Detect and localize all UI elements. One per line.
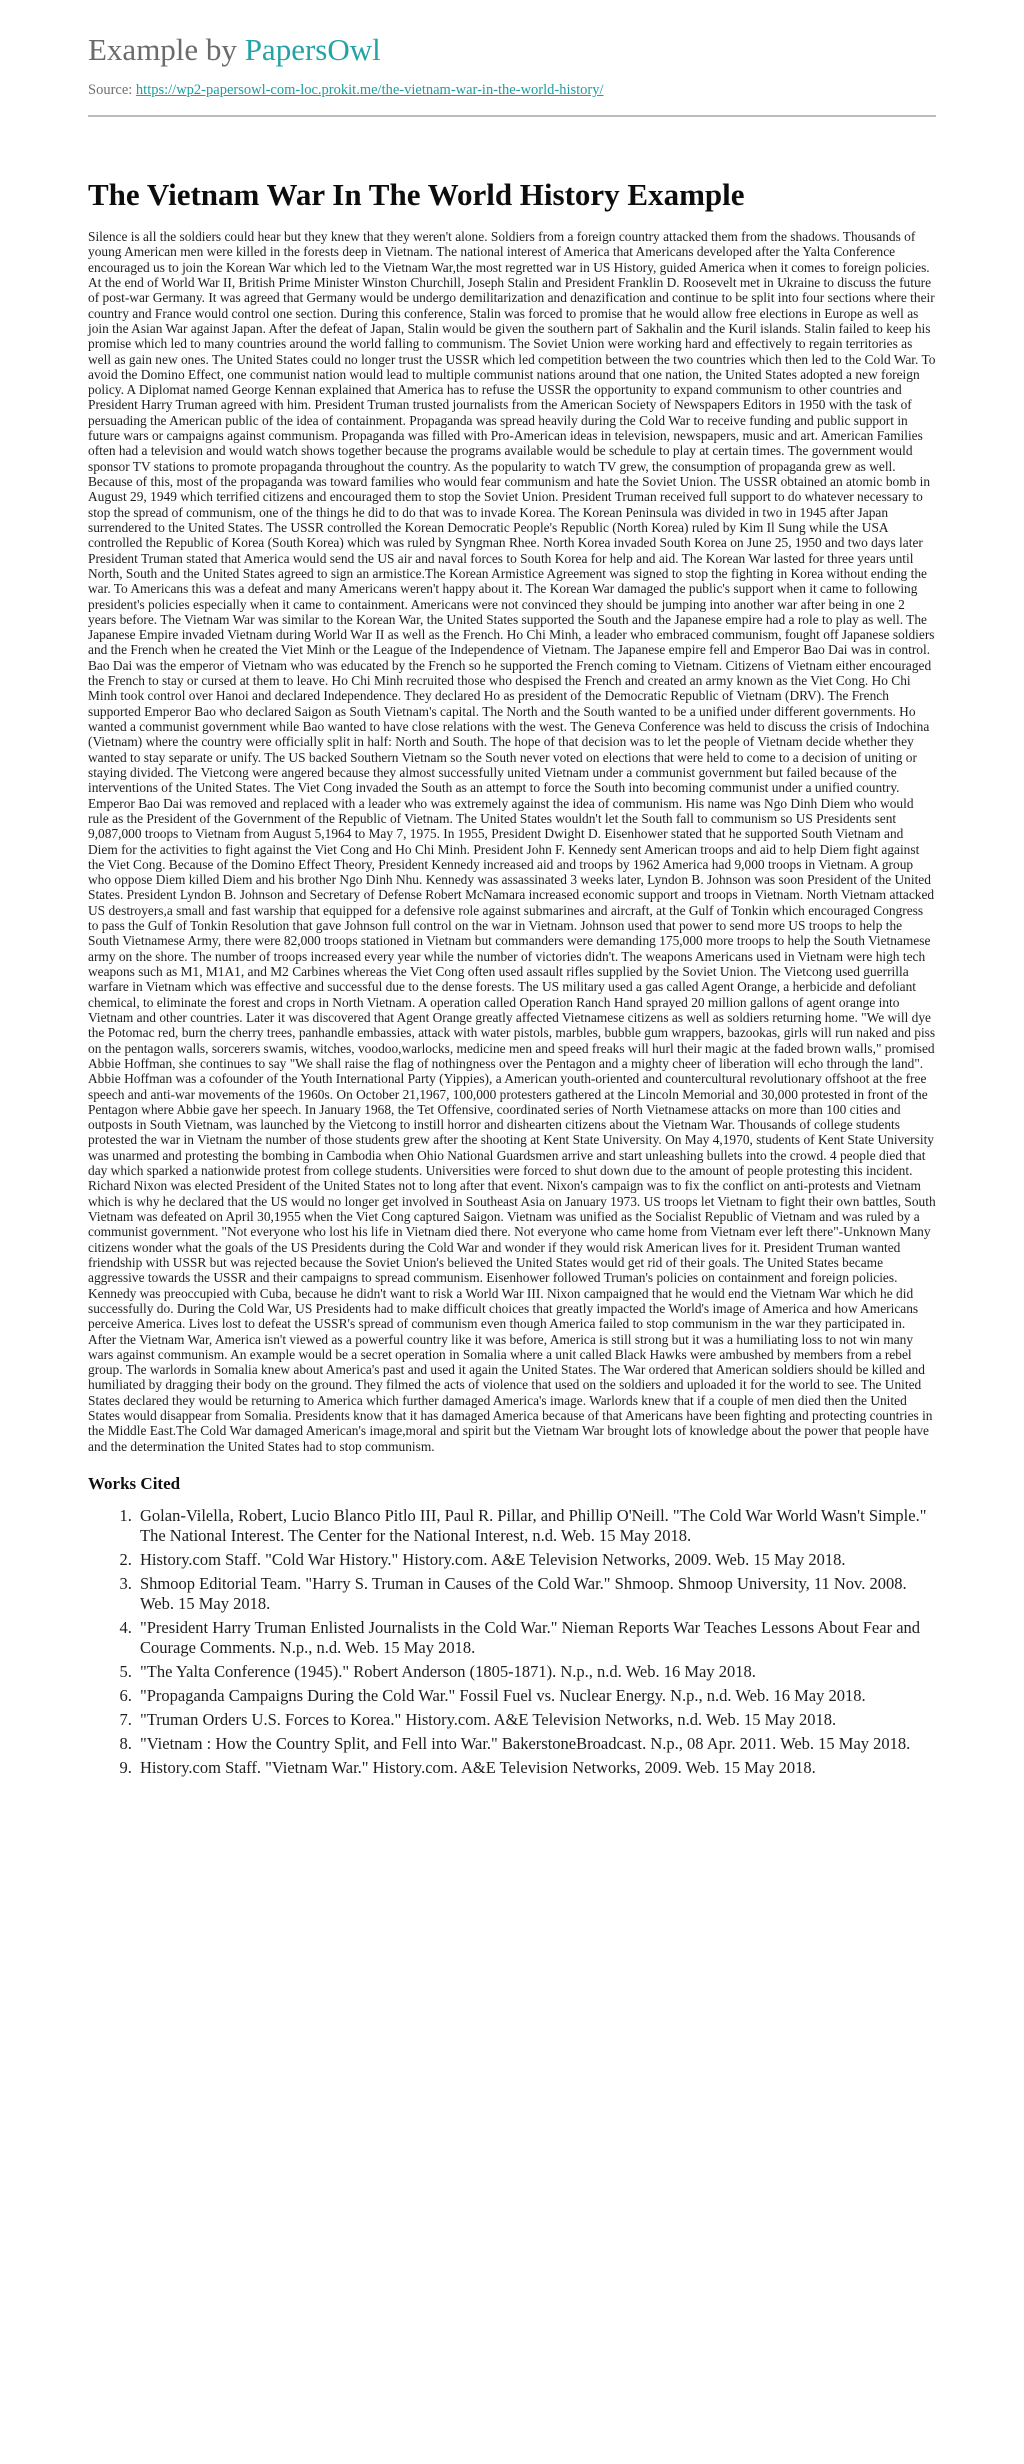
works-cited-item: 2. History.com Staff. "Cold War History." History.com. A&E Television Networks, 2009. Web. 15 May 2018. [136,1550,936,1570]
header-title [88,30,936,70]
works-cited-item: 8. "Vietnam : How the Country Split, and Fell into War." BakerstoneBroadcast. N.p., 08 Apr. 2011. Web. 15 May 2018. [136,1734,936,1754]
brand-name: PapersOwl [244,32,381,67]
works-cited-item: 6. "Propaganda Campaigns During the Cold War." Fossil Fuel vs. Nuclear Energy. N.p., n.d. Web. 16 May 2018. [136,1686,936,1706]
works-cited-item: 9. History.com Staff. "Vietnam War." History.com. A&E Television Networks, 2009. Web. 15 May 2018. [136,1758,936,1778]
document-body [88,175,936,1778]
works-cited-item: 1. Golan-Vilella, Robert, Lucio Blanco Pitlo III, Paul R. Pillar, and Phillip O'Neill. "The Cold War World Wasn't Simple." The National Interest. The Center for the National Interest, n.d. Web. 15 May 2018. [136,1506,936,1546]
essay-paragraph: Silence is all the soldiers could hear but they knew that they weren't alone. Soldiers from a foreign country attacked them from the shadows. Thousands of young American men were killed in the forests deep in Vietnam. The national interest of America that Americans developed after the Yalta Conference encouraged us to join the Korean War which led to the Vietnam War,the most regretted war in US History, guided America when it comes to foreign policies. At the end of World War II, British Prime Minister Winston Churchill, Joseph Stalin and President Franklin D. Roosevelt met in Ukraine to discuss the future of post-war Germany. It was agreed that Germany would be undergo demilitarization and denazification and continue to be split into four sections where their country and France would control one section. During this conference, Stalin was forced to promise that he would allow free elections in Europe as well as join the Asian War against Japan. After the defeat of Japan, Stalin would be given the southern part of Sakhalin and the Kuril islands. Stalin failed to keep his promise which led to many countries around the world falling to communism. The Soviet Union were working hard and effectively to regain territories as well as gain new ones. The United States could no longer trust the USSR which led competition between the two countries which then led to the Cold War. To avoid the Domino Effect, one communist nation would lead to multiple communist nations around that one nation, the United States adopted a new foreign policy. A Diplomat named George Kennan explained that America has to refuse the USSR the opportunity to expand communism to other countries and President Harry Truman agreed with him. President Truman trusted journalists from the American Society of Newspapers Editors in 1950 with the task of persuading the American public of the idea of containment. Propaganda was spread heavily during the Cold War to receive funding and public support in future wars or campaigns against communism. Propaganda was filled with Pro-American ideas in television, newspapers, music and art. American Families often had a television and would watch shows together because the programs available would be schedule to play at certain times. The government would sponsor TV stations to promote propaganda throughout the country. As the popularity to watch TV grew, the consumption of propaganda grew as well. Because of this, most of the propaganda was toward families who would fear communism and hate the Soviet Union. The USSR obtained an atomic bomb in August 29, 1949 which terrified citizens and encouraged them to stop the Soviet Union. President Truman received full support to do whatever necessary to stop the spread of communism, one of the things he did to do that was to invade Korea. The Korean Peninsula was divided in two in 1945 after Japan surrendered to the United States. The USSR controlled the Korean Democratic People's Republic (North Korea) ruled by Kim Il Sung while the USA controlled the Republic of Korea (South Korea) which was ruled by Syngman Rhee. North Korea invaded South Korea on June 25, 1950 and two days later President Truman stated that America would send the US air and naval forces to South Korea for help and aid. The Korean War lasted for three years until North, South and the United States agreed to sign an armistice.The Korean Armistice Agreement was signed to stop the fighting in Korea without ending the war. To Americans this was a defeat and many Americans weren't happy about it. The Korean War damaged the public's support when it came to following president's policies especially when it came to containment. Americans were not convinced they should be jumping into another war after being in one 2 years before. The Vietnam War was similar to the Korean War, the United States supported the South and the Japanese empire had a role to play as well. The Japanese Empire invaded Vietnam during World War II as well as the French. Ho Chi Minh, a leader who embraced communism, fought off Japanese soldiers and the French when he created the Viet Minh or the League of the Independence of Vietnam. The Japanese empire fell and Emperor Bao Dai was in control. Bao Dai was the emperor of Vietnam who was educated by the French so he supported the French coming to Vietnam. Citizens of Vietnam either encouraged the French to stay or cursed at them to leave. Ho Chi Minh recruited those who despised the French and created an army known as the Viet Cong. Ho Chi Minh took control over Hanoi and declared Independence. They declared Ho as president of the Democratic Republic of Vietnam (DRV). The French supported Emperor Bao who declared Saigon as South Vietnam's capital. The North and the South wanted to be a unified under different governments. Ho wanted a communist government while Bao wanted to have close relations with the west. The Geneva Conference was held to discuss the crisis of Indochina (Vietnam) where the country were officially split in half: North and South. The hope of that decision was to let the people of Vietnam decide whether they wanted to stay separate or unify. The US backed Southern Vietnam so the South never voted on elections that were held to come to a decision of uniting or staying divided. The Vietcong were angered because they almost successfully united Vietnam under a communist government but failed because of the interventions of the United States. The Viet Cong invaded the South as an attempt to force the South into becoming communist under a unified country. Emperor Bao Dai was removed and replaced with a leader who was extremely against the idea of communism. His name was Ngo Dinh Diem who would rule as the President of the Government of the Republic of Vietnam. The United States wouldn't let the South fall to communism so US Presidents sent 9,087,000 troops to Vietnam from August 5,1964 to May 7, 1975. In 1955, President Dwight D. Eisenhower stated that he supported South Vietnam and Diem for the activities to fight against the Viet Cong and Ho Chi Minh. President John F. Kennedy sent American troops and aid to help Diem fight against the Viet Cong. Because of the Domino Effect Theory, President Kennedy increased aid and troops by 1962 America had 9,000 troops in Vietnam. A group who oppose Diem killed Diem and his brother Ngo Dinh Nhu. Kennedy was assassinated 3 weeks later, Lyndon B. Johnson was soon President of the United States. President Lyndon B. Johnson and Secretary of Defense Robert McNamara increased economic support and troops in Vietnam. North Vietnam attacked US destroyers,a small and fast warship that equipped for a defensive role against submarines and aircraft, at the Gulf of Tonkin which encouraged Congress to pass the Gulf of Tonkin Resolution that gave Johnson full control on the war in Vietnam. Johnson used that power to send more US troops to help the South Vietnamese Army, there were 82,000 troops stationed in Vietnam but commanders were demanding 175,000 more troops to help the South Vietnamese army on the shore. The number of troops increased every year while the number of victories didn't. The weapons Americans used in Vietnam were high tech weapons such as M1, M1A1, and M2 Carbines whereas the Viet Cong often used assault rifles supplied by the Soviet Union. The Vietcong used guerrilla warfare in Vietnam which was effective and successful due to the dense forests. The US military used a gas called Agent Orange, a herbicide and defoliant chemical, to eliminate the forest and crops in North Vietnam. A operation called Operation Ranch Hand sprayed 20 million gallons of agent orange into Vietnam and other countries. Later it was discovered that Agent Orange greatly affected Vietnamese citizens as well as soldiers returning home. "We will dye the Potomac red, burn the cherry trees, panhandle embassies, attack with water pistols, marbles, bubble gum wrappers, bazookas, girls will run naked and piss on the pentagon walls, sorcerers swamis, witches, voodoo,warlocks, medicine men and speed freaks will hurl their magic at the faded brown walls," promised Abbie Hoffman, she continues to say "We shall raise the flag of nothingness over the Pentagon and a mighty cheer of liberation will echo through the land". Abbie Hoffman was a cofounder of the Youth International Party (Yippies), a American youth-oriented and countercultural revolutionary offshoot at the free speech and anti-war movements of the 1960s. On October 21,1967, 100,000 protesters gathered at the Lincoln Memorial and 30,000 protested in front of the Pentagon where Abbie gave her speech. In January 1968, the Tet Offensive, coordinated series of North Vietnamese attacks on more than 100 cities and outposts in South Vietnam, was launched by the Vietcong to instill horror and dishearten citizens about the Vietnam War. Thousands of college students protested the war in Vietnam the number of those students grew after the shooting at Kent State University. On May 4,1970, students of Kent State University was unarmed and protesting the bombing in Cambodia when Ohio National Guardsmen arrive and start unleashing bullets into the crowd. 4 people died that day which sparked a nationwide protest from college students. Universities were forced to shut down due to the amount of people protesting this incident. Richard Nixon was elected President of the United States not to long after that event. Nixon's campaign was to fix the conflict on anti-protests and Vietnam which is why he declared that the US would no longer get involved in Southeast Asia on January 1973. US troops let Vietnam to fight their own battles, South Vietnam was defeated on April 30,1955 when the Viet Cong captured Saigon. Vietnam was unified as the Socialist Republic of Vietnam and was ruled by a communist government. "Not everyone who lost his life in Vietnam died there. Not everyone who came home from Vietnam ever left there"-Unknown Many citizens wonder what the goals of the US Presidents during the Cold War and wonder if they would risk American lives for it. President Truman wanted friendship with USSR but was rejected because the Soviet Union's believed the United States would get rid of their goals. The United States became aggressive towards the USSR and their campaigns to spread communism. Eisenhower followed Truman's policies on containment and foreign policies. Kennedy was preoccupied with Cuba, because he didn't want to risk a World War III. Nixon campaigned that he would end the Vietnam War which he did successfully do. During the Cold War, US Presidents had to make difficult choices that greatly impacted the World's image of America and how Americans perceive America. Lives lost to defeat the USSR's spread of communism even though America failed to stop communism in the war they participated in. After the Vietnam War, America isn't viewed as a powerful country like it was before, America is still strong but it was a humiliating loss to not win many wars against communism. An example would be a secret operation in Somalia where a unit called Black Hawks were ambushed by members from a rebel group. The warlords in Somalia knew about America's past and used it again the United States. The War ordered that American soldiers should be killed and humiliated by dragging their body on the ground. They filmed the acts of violence that used on the soldiers and uploaded it for the world to see. The United States declared they would be returning to America which further damaged America's image. Warlords knew that if a couple of men died then the United States would disappear from Somalia. Presidents know that it has damaged America because of that Americans have been fighting and protecting countries in the Middle East.The Cold War damaged American's image,moral and spirit but the Vietnam War brought lots of knowledge about the power that people have and the determination the United States had to stop communism. [88,229,936,1454]
document-title: The Vietnam War In The World History Example [88,177,745,212]
source-label: Source: [88,82,136,98]
source-link[interactable]: https://wp2-papersowl-com-loc.prokit.me/the-vietnam-war-in-the-world-history/ [135,82,604,98]
works-cited-heading: Works Cited [88,1474,181,1493]
works-cited-item: 4. "President Harry Truman Enlisted Journalists in the Cold War." Nieman Reports War Teaches Lessons About Fear and Courage Comments. N.p., n.d. Web. 15 May 2018. [136,1618,936,1658]
works-cited-list [88,1506,936,1778]
header-divider [88,115,936,117]
page-header [88,30,936,117]
source-line [88,82,936,99]
works-cited-item: 7. "Truman Orders U.S. Forces to Korea." History.com. A&E Television Networks, n.d. Web. 15 May 2018. [136,1710,936,1730]
works-cited-item: 5. "The Yalta Conference (1945)." Robert Anderson (1805-1871). N.p., n.d. Web. 16 May 2018. [136,1662,936,1682]
header-prefix: Example by [88,32,245,67]
works-cited-item: 3. Shmoop Editorial Team. "Harry S. Truman in Causes of the Cold War." Shmoop. Shmoop University, 11 Nov. 2008. Web. 15 May 2018. [136,1574,936,1614]
